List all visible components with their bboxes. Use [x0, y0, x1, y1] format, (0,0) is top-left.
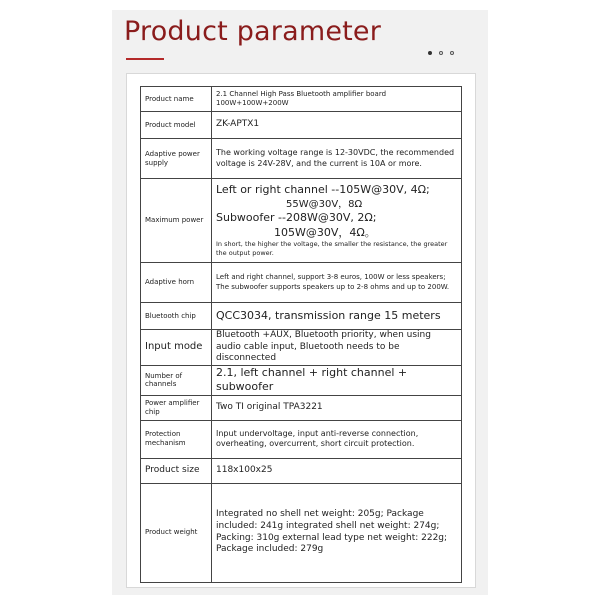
row-label: Product size — [141, 458, 212, 483]
table-row-input-mode — [141, 330, 462, 366]
max-power-line-2: 55W@30V，8Ω — [286, 199, 363, 211]
row-value: Integrated no shell net weight: 205g; Package included: 241g integrated shell net weight: 274g; Packing: 310g external lead type net weight: 222g; Package included: 279g — [212, 483, 462, 582]
max-power-note: In short, the higher the voltage, the smaller the resistance, the greater the output power. — [216, 240, 448, 257]
title-underline — [126, 58, 164, 60]
max-power-line-4: 105W@30V，4Ω。 — [274, 225, 376, 239]
row-label: Number of channels — [141, 366, 212, 396]
table-row-power-amplifier-chip — [141, 395, 462, 420]
row-value: ZK-APTX1 — [212, 112, 462, 139]
parameter-table — [140, 86, 462, 583]
row-value: Input undervoltage, input anti-reverse connection, overheating, overcurrent, short circuit protection. — [212, 420, 462, 458]
table-row-adaptive-horn — [141, 263, 462, 303]
row-label: Protection mechanism — [141, 420, 212, 458]
table-row-product-name — [141, 87, 462, 112]
parameter-card — [126, 73, 476, 588]
row-value: Bluetooth +AUX, Bluetooth priority, when using audio cable input, Bluetooth needs to be disconnected — [212, 330, 462, 366]
pager-dots — [428, 51, 454, 55]
table-row-protection-mechanism — [141, 420, 462, 458]
max-power-line-3: Subwoofer --208W@30V, 2Ω; — [216, 211, 377, 225]
row-value: Two TI original TPA3221 — [212, 395, 462, 420]
pager-dot-2 — [439, 51, 443, 55]
table-row-number-of-channels — [141, 366, 462, 396]
table-row-maximum-power — [141, 179, 462, 263]
row-label: Product weight — [141, 483, 212, 582]
row-label: Adaptive horn — [141, 263, 212, 303]
pager-dot-3 — [450, 51, 454, 55]
page-title: Product parameter — [124, 16, 382, 47]
table-row-product-model — [141, 112, 462, 139]
row-label: Power amplifier chip — [141, 395, 212, 420]
table-row-bluetooth-chip — [141, 303, 462, 330]
product-parameter-sheet — [112, 10, 488, 595]
max-power-line-1: Left or right channel --105W@30V, 4Ω; — [216, 183, 430, 197]
table-row-product-size — [141, 458, 462, 483]
pager-dot-1 — [428, 51, 432, 55]
row-value: 118x100x25 — [212, 458, 462, 483]
row-label: Bluetooth chip — [141, 303, 212, 330]
row-label: Input mode — [141, 330, 212, 366]
row-label: Product model — [141, 112, 212, 139]
row-value: QCC3034, transmission range 15 meters — [212, 303, 462, 330]
row-value: 2.1, left channel + right channel + subwoofer — [212, 366, 462, 396]
row-value: The working voltage range is 12-30VDC, the recommended voltage is 24V-28V, and the current is 10A or more. — [212, 139, 462, 179]
row-label: Product name — [141, 87, 212, 112]
row-label: Adaptive power supply — [141, 139, 212, 179]
row-label: Maximum power — [141, 179, 212, 263]
row-value: Left and right channel, support 3-8 euros, 100W or less speakers; The subwoofer supports speakers up to 2-8 ohms and up to 200W. — [212, 263, 462, 303]
row-value — [212, 179, 462, 263]
row-value: 2.1 Channel High Pass Bluetooth amplifier board 100W+100W+200W — [212, 87, 462, 112]
table-row-adaptive-power — [141, 139, 462, 179]
table-row-product-weight — [141, 483, 462, 582]
